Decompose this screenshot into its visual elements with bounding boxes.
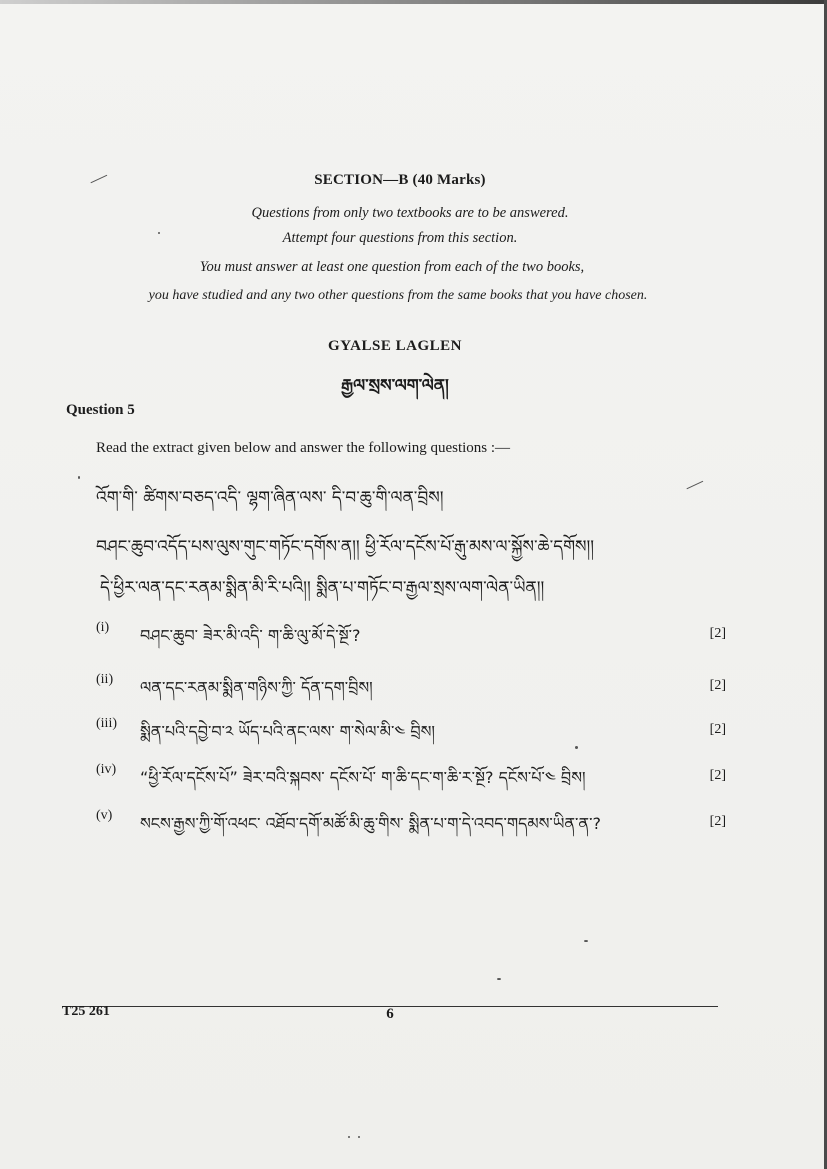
pen-mark — [687, 481, 708, 499]
subquestion-marks: [2] — [709, 768, 726, 783]
book-title: GYALSE LAGLEN — [328, 338, 462, 354]
subquestion-marks: [2] — [709, 626, 726, 641]
subquestion — [96, 672, 726, 702]
page-number: 6 — [386, 1006, 394, 1022]
subquestion — [96, 620, 726, 650]
extract-line: དེ་ཕྱིར་ལན་དང་རནམ་སྨིན་མི་རི་པའི།། སྨིན་པ་གཏོང་བ་རྒྱལ་སྲས་ལག་ལེན་ཡིན།། — [100, 578, 545, 598]
subquestion-number: (ii) — [96, 672, 114, 687]
scan-top-edge — [0, 0, 827, 4]
subquestion-marks: [2] — [709, 722, 726, 737]
scan-speck — [584, 940, 588, 942]
scan-speck — [575, 746, 578, 749]
section-title: SECTION—B (40 Marks) — [314, 172, 486, 188]
scan-speck — [497, 978, 501, 980]
subquestion-text: སྨིན་པའི་དབྱེ་བ་༢ ཡོད་པའི་ནང་ལས་ ག་སེལ་མི་༤ བྲིས། — [140, 722, 435, 741]
subquestion-marks: [2] — [709, 678, 726, 693]
instruction-line: Attempt four questions from this section. — [282, 230, 518, 246]
subquestion-number: (iii) — [96, 716, 117, 731]
instruction-line: You must answer at least one question from each of the two books, — [199, 259, 585, 275]
subquestion-text: “ཕྱི་རོལ་དངོས་པོ” ཟེར་བའི་སྐབས་ དངོས་པོ་ ག་ཆི་དང་ག་ཆི་ར་སྔོ? དངོས་པོ་༤ བྲིས། — [140, 768, 586, 787]
subquestion-text: སངས་རྒྱས་ཀྱི་གོ་འཕང་ འཐོབ་དགོ་མཚོ་མི་ཆུ་གིས་ སྨིན་པ་ག་དེ་འབད་གདམས་ཡིན་ན་? — [140, 814, 601, 833]
scan-speck — [78, 476, 80, 479]
scan-speck — [348, 1136, 350, 1138]
subquestion-text: ལན་དང་རནམ་སྨིན་གཉིས་ཀྱི་ དོན་དག་བྲིས། — [140, 678, 373, 697]
instruction-line: you have studied and any two other questions from the same books that you have chosen. — [148, 288, 648, 303]
subquestion-number: (v) — [96, 808, 113, 823]
subquestion-number: (i) — [96, 620, 110, 635]
paper-code: T25 261 — [62, 1004, 110, 1019]
subquestion — [96, 716, 726, 746]
question-heading: Question 5 — [66, 402, 135, 418]
extract-line: བཤང་ཆུབ་འདོད་པས་ལུས་གུང་གཏོང་དགོས་ན།། ཕྱི་རོལ་དངོས་པོ་རྒུ་མས་ལ་སྐྱོས་ཆེ་དགོས།། — [96, 537, 595, 557]
scan-speck — [358, 1136, 360, 1138]
subquestion — [96, 762, 726, 792]
instruction-line: Questions from only two textbooks are to be answered. — [251, 205, 569, 221]
subquestion — [96, 808, 726, 838]
question-intro: Read the extract given below and answer the following questions :— — [96, 440, 511, 456]
book-title-tibetan: རྒྱལ་སྲས་ལག་ལེན། — [341, 376, 449, 396]
extract-line: འོག་གི་ ཚིགས་བཅད་འདི་ ལྷག་ཞིན་ལས་ དི་བ་ཆུ་གི་ལན་བྲིས། — [96, 488, 444, 508]
subquestion-text: བཤང་ཆུབ་ ཟེར་མི་འདི་ ག་ཆི་ལུ་མོ་དེ་སྔོ་? — [140, 626, 361, 645]
subquestion-number: (iv) — [96, 762, 117, 777]
subquestion-marks: [2] — [709, 814, 726, 829]
